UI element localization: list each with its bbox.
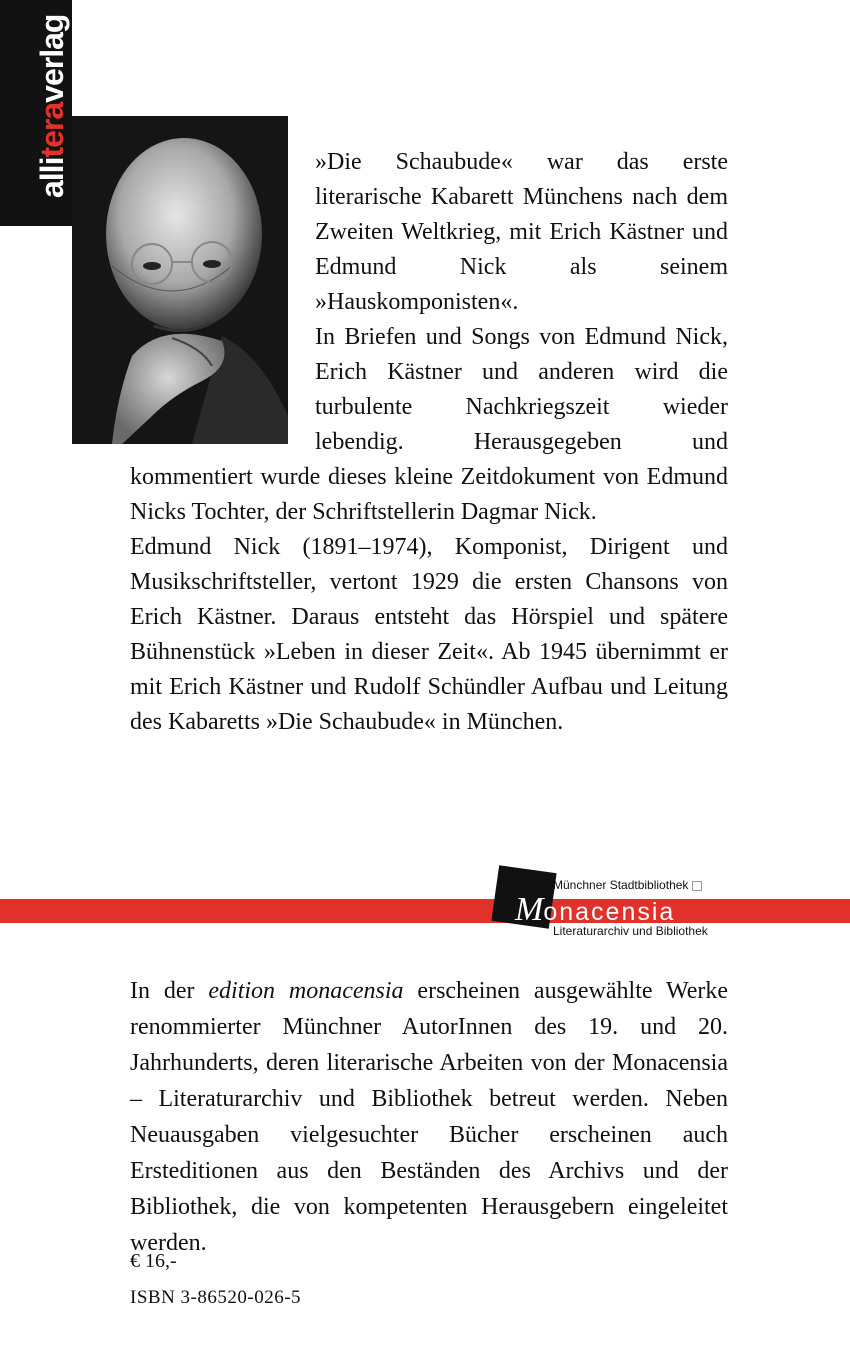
logo-part-3: verlag: [34, 14, 70, 103]
monacensia-top-line: [553, 878, 702, 892]
blurb-paragraph: Edmund Nick (1891–1974), Komponist, Dirigent und Musikschriftsteller, vertont 1929 die ersten Chansons von Erich Kästner. Daraus entsteht das Hörspiel und spätere Bühnenstück »Leben in dieser Zeit«. Ab 1945 übernimmt er mit Erich Kästner und Rudolf Schündler Aufbau und Leitung des Kabaretts »Die Schaubude« in München.: [130, 534, 728, 735]
isbn: ISBN 3-86520-026-5: [130, 1287, 302, 1308]
series-intro: In der: [130, 978, 209, 1004]
series-paragraph: [130, 973, 728, 1261]
book-blurb: [130, 145, 728, 740]
series-text: erscheinen ausgewählte Werke renommierter Münchner AutorInnen des 19. und 20. Jahrhunderts, deren literarische Arbeiten von der Monacensia – Literaturarchiv und Bibliothek betreut werden. Neben Neuausgaben vielgesuchter Bücher erscheinen auch Ersteditionen aus den Beständen des Archivs und der Bibliothek, die von kompetenten Herausgebern eingeleitet werden.: [130, 978, 728, 1256]
series-edition-name: edition monacensia: [208, 978, 404, 1004]
monacensia-subtitle: Literaturarchiv und Bibliothek: [553, 924, 708, 938]
blurb-paragraph: »Die Schaubude« war das erste literarische Kabarett Münchens nach dem Zweiten Weltkrieg, mit Erich Kästner und Edmund Nick als seinem »Hauskomponisten«.: [315, 149, 728, 315]
monacensia-title-rest: onacensia: [543, 898, 676, 926]
red-band: [0, 899, 850, 923]
logo-part-2: tera: [34, 102, 70, 158]
series-description: [130, 973, 728, 1261]
monacensia-title-first: M: [515, 891, 544, 928]
small-square-icon: [692, 881, 702, 891]
blurb-paragraph: In Briefen und Songs von Edmund Nick, Erich Kästner und anderen wird die turbulente Nachkriegszeit wieder lebendig. Herausgegeben und kommentiert wurde dieses kleine Zeitdokument von Edmund Nicks Tochter, der Schriftstellerin Dagmar Nick.: [130, 324, 728, 525]
monacensia-title: [515, 891, 676, 928]
price: € 16,-: [130, 1250, 177, 1272]
logo-part-1: alli: [34, 157, 70, 198]
publisher-logo: [36, 15, 68, 198]
monacensia-top-text: Münchner Stadtbibliothek: [553, 878, 689, 892]
photo-wrap-spacer: [130, 145, 315, 445]
